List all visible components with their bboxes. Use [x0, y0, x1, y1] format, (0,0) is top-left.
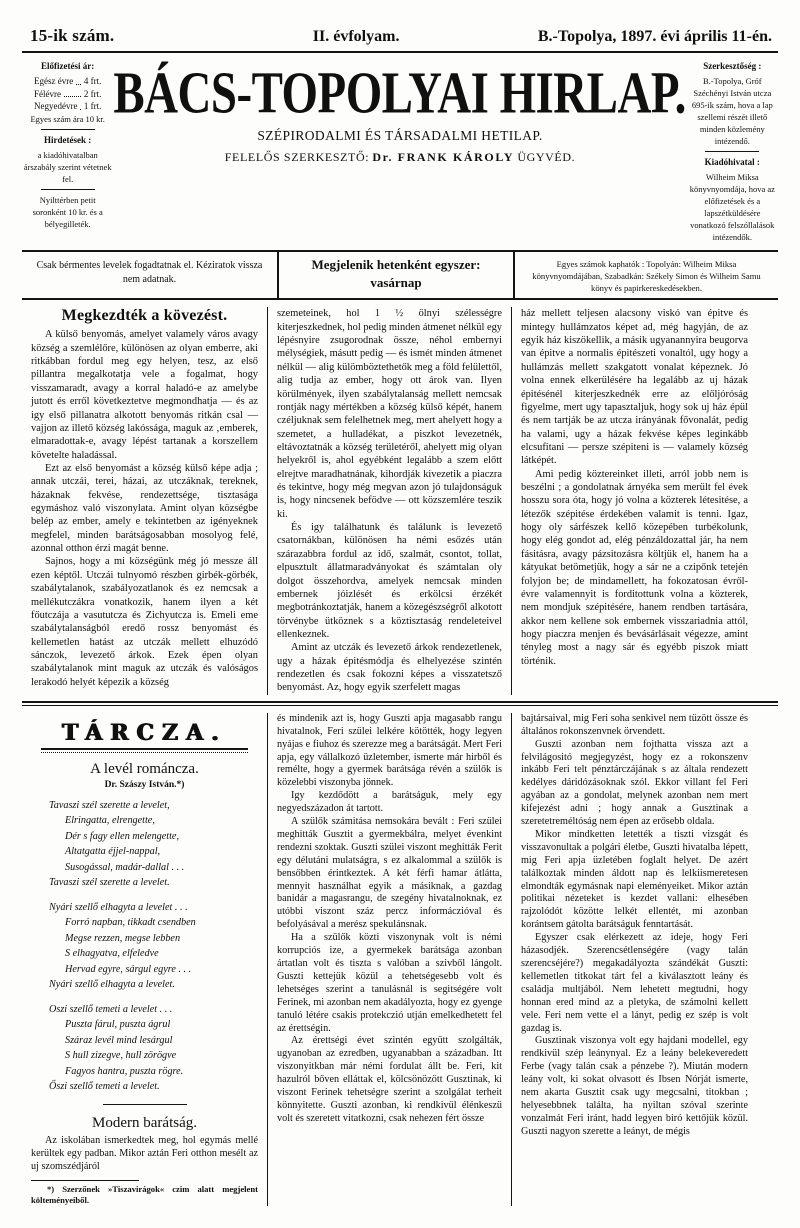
- poem-line: Tavaszi szél szerette a levelet,: [49, 799, 170, 811]
- poem-line: Oszi szellő temeti a levelet . . .: [49, 1003, 173, 1015]
- poem-stanza: [49, 1002, 258, 1095]
- poem-line: Nyári szellő elhagyta a levelet.: [49, 979, 175, 991]
- article-column-2: [267, 307, 512, 694]
- price-period: Egész évre: [34, 75, 74, 86]
- paper-subtitle: SZÉPIRODALMI ÉS TÁRSADALMI HETILAP.: [257, 128, 543, 143]
- poem-stanza: [49, 900, 258, 993]
- editorial-office-text: B.-Topolya, Gróf Széchényi István utcza 695-ik szám, hova a lap szellemi részét illető minden közlemény intézendő.: [691, 75, 773, 147]
- poem-line: Puszta fárul, puszta ágrul: [65, 1019, 171, 1031]
- poem-line: Fagyos hantra, puszta rögre.: [65, 1065, 184, 1077]
- feuilleton-column-1: [22, 713, 267, 1206]
- poem-line: Tavaszi szél szerette a levelet.: [49, 877, 170, 889]
- page-header-line: [22, 26, 778, 50]
- story-paragraph: bajtársaival, mig Feri soha senkivel nem tüzött össze és általános rokonszenvnek örvendett.: [521, 712, 748, 737]
- dot-leader: [76, 75, 81, 85]
- single-copy-price: Egyes szám ára 10 kr.: [30, 114, 105, 125]
- story-paragraph: Egyszer csak elérkezett az ideje, hogy Feri házasodjék. Szerencsétlenségére (vagy talán szerencséjére?) megakadályozta szándékát Guszti: kellemetlen titkokat tárt fel a kiválasztott leány és családja multjából. Nem lehetett megtudni, hogy honnan ered mind az a pletyka, de számolni kellett vele. Feri nem vette el a lányt, pedig ez szép is volt gazdag is.: [521, 932, 748, 1034]
- editor-label: FELELŐS SZERKESZTŐ:: [224, 150, 370, 164]
- story-paragraph: Az iskolában ismerkedtek meg, hol egymás mellé kerültek egy padban. Mikor aztán Feri otthon mesélt az uj szomszédjáról: [31, 1134, 258, 1172]
- poem-line: Susogással, madár-dallal . . .: [65, 861, 185, 873]
- poem-line: Hervad egyre, sárgul egyre . . .: [65, 963, 192, 975]
- editorial-office-heading: Szerkesztőség :: [703, 61, 762, 71]
- article-paragraph: Ezt az első benyomást a község külső képe adja ; annak utczái, terei, házai, az utczáknak, tereknek, házaknak fekvése, rendezettsége, tisztasága egymáshoz való viszonylata. Amint olyan községbe belép az ember, amely e tekintetben az igényeknek megfelel, minden barátságosabban mosolyog felé, azonnal otthon érzi magát benne.: [31, 462, 258, 555]
- article-paragraph: szemeteinek, hol 1 ½ ölnyi szélességre kiterjeszkednek, hol pedig minden átmenet nélkül egy lépésnyire zsugorodnak össze, néhol embernyi mélységiek, másutt pedig — és ismét minden átmenet nélkül — alig külömböztethetők meg a föld felülettől, alig tudja az ember, hogy ott árok van. Ilyen körülmények, ilyen szabálytalanság mellett nemcsak rontják nagy mértékben a község külső képét, hanem czéljuknak sem felelhetnek meg, mert ahelyett hogy a szemetet, a hulladékat, a piszkot levezetnék, eltávoztatnák a község területéről, ahelyett mig olyan helyekről is, ahol egyébként legalább a szem előtt elrejtve maradhatnának, kihordják kivezetik a piaczra és tekintve, hogy még megvan azon jó tulajdonságuk is, hogy nincsenek befödve — ott közszemlére teszik ki.: [277, 308, 502, 520]
- masthead-center: [113, 58, 686, 165]
- poem-body: [31, 798, 258, 1095]
- place-and-date: B.-Topolya, 1897. évi április 11-én.: [537, 28, 772, 45]
- story-title: Modern barátság.: [92, 1114, 197, 1131]
- ads-text: a kiadóhivatalban árszabály szerint vétetnek fel.: [23, 149, 112, 185]
- article-paragraph: ház mellett teljesen alacsony viskó van épitve és mintegy hullámzatos képet ad, még hagyján, de az egyik ház kiszökellik, a másik ugyanannyira beugorva van épitve a normalis épitészeti vonaltól, ugy hogy a hullámzás mellett szakgatott vonalat képeznek. Jó volna ennek elkerülésére ha legalább az uj házak épitésénél kiterjeszkednék erre az előljóróság figyelme, mert ugy tapasztaljuk, hogy sok uj ház épül és nem tartják be az utcza irányának fővonalát, pedig ha valami, ugy a házak fekvése képes leginkább elcsufitani — persze szépiteni is — valamely község látképét.: [521, 308, 748, 467]
- poem-line: Altatgatta éjjel-nappal,: [65, 846, 161, 858]
- section-divider: [22, 701, 778, 706]
- editor-name: Dr. FRANK KÁROLY: [372, 150, 515, 164]
- poem-footnote: *) Szerzőnek »Tiszavirágok« czim alatt megjelent költeményeiből.: [31, 1183, 258, 1205]
- poem-line: Megse rezzen, megse lebben: [65, 932, 181, 944]
- poem-title: A levél románcza.: [90, 760, 199, 777]
- poem-line: S hull zizegve, hull zörögve: [65, 1050, 177, 1062]
- story-paragraph: Ha a szülők közti viszonynak volt is némi korrupciós ize, a gyermekek barátsága azonban ártatlan volt és tiszta s valóban a szivből lángolt. Guszti kettejük közül a tehetségesebb volt és lehetséges szerint a tanulásnál is segitségére volt Ferinek, mi azonban nem akadályozta, hogy ez gyenge tanuló létére csakis protekczió utján emelkedhetett fel az érettségin.: [277, 932, 502, 1034]
- article-title: Megkezdték a kövezést.: [61, 307, 228, 325]
- feuilleton-section: [22, 713, 778, 1206]
- issue-number: 15-ik szám.: [30, 26, 115, 45]
- article-paragraph: Sajnos, hogy a mi községünk még jó messze áll ezen képtől. Utczái tulnyomó részben girbék-görbék, szabálytalanok, szabályozatlanok és ez nemcsak a mellékutczákra vonatkozik, hanem ilyen a két főutczája a vasututcza és Zichyutcza is. Emeli eme szabálytalanságból eredő rossz benyomást és kellemetlen hatást az utczák mellett elhuzódó sánczok, levezető árkok. Ezek épen olyan szabálytalanok mint maguk az utczák és valóságos lerakodó helyét képezik a község: [31, 556, 258, 688]
- article-paragraph: A külső benyomás, amelyet valamely város avagy község a szemlélőre, különösen az olyan emberre, aki ritkábban fordul meg egy helyen, tesz, az első pillantra megalkotatja vele a fogalmat, hogy visszamaradt, avagy a korral haladó-e az amelybe jutott és erről következtetve megmondhatja — és az igy első pillanatra alkotott benyomás ritkán csal — vajjon az illető község lakóssága, maguk az ‚emberek, elmaradottak-e, avagy lépést tartanak a korszellem követelte haladással.: [31, 329, 258, 461]
- main-article: [22, 307, 778, 694]
- publisher-text: Wilheim Miksa könyvnyomdája, hova az előfizetések és a lapszétküldésére vonatkozó felszóllalások intézendők.: [689, 171, 775, 243]
- price-period: Negyedévre: [34, 101, 78, 112]
- footnote-rule: [31, 1180, 139, 1181]
- price-amount: 1 frt.: [83, 101, 102, 112]
- volume-label: II. évfolyam.: [312, 28, 400, 45]
- feuilleton-header-rule: [41, 748, 248, 753]
- poem-line: Dér s fagy ellen melengette,: [65, 830, 180, 842]
- masthead-banner: [22, 250, 778, 300]
- banner-sales-points: Egyes számok kaphatók : Topolyán: Wilheim Miksa könyvnyomdájában, Szabadkán: Székely Simon és Wilheim Samu könyv és papirkereskedésekben.: [532, 259, 761, 294]
- price-amount: 2 frt.: [83, 88, 102, 99]
- story-paragraph: és mindenik azt is, hogy Guszti apja magasabb rangu hivatalnok, Feri szülei lelkére kötötték, hogy legyen nyájas e fiuhoz és szerezze meg a barátságát. Mert Feri apja, egy vállalkozó üzletember, ismerte már hirből és remélte, hogy a gyermek barátsága révén a szülők is közelebbi viszonyba jönnek.: [277, 712, 502, 789]
- story-paragraph: Guszti azonban nem fojthatta vissza azt a felvilágositó megjegyzést, hogy ez a rokonszenv inkább Feri telt pénztárczájának s az általa rendezett kedélyes dáridózásoknak szól. Ekkor villant fel Feri agyában az a gondolat, melynek azonban nem mert kifejezést adni ; hogy annak a Gusztinak a szeretetreméltóság nem épen az erősebb oldala.: [521, 738, 748, 828]
- poem-line: Száraz levél mind lesárgul: [65, 1034, 173, 1046]
- subscription-heading: Előfizetési ár:: [41, 61, 95, 71]
- story-paragraph: Igy kezdődött a barátságuk, mely egy negyedszázadon át tartott.: [277, 790, 502, 815]
- open-letters-text: Nyilttérben petit soronként 10 kr. és a bélyegilleték.: [32, 195, 103, 230]
- poem-line: Nyári szellő elhagyta a levelet . . .: [49, 901, 188, 913]
- editor-suffix: ÜGYVÉD.: [517, 150, 576, 164]
- story-paragraph: Az érettségi évet szintén együtt szolgálták, ugyanoban az ezredben, ugyanabban a században. Itt viszonyitkban már némi fordulat állt be. Feri, kit hazulról bőven elláttak el, kölcsönözött Gusztinak, ki viszont Ferinek tehetségre szerint a szolgálat terheit könnyitette. Guszti azonban, ki rendkivül élénkeszü volt és szeretett vitatkozni, csak nehezen fért össze: [277, 1035, 502, 1124]
- article-paragraph: Amint az utczák és levezető árkok rendezetlenek, ugy a házak épitésmódja és elhelyezése szintén rendezetlen és csak fokozni képes a visszatetsző benyomást. Az, hogy egyik szerfelett magas: [277, 642, 502, 694]
- dot-leader: [64, 88, 81, 98]
- feuilleton-header: TÁRCZA.: [62, 719, 227, 746]
- masthead-separator: [705, 151, 759, 152]
- ads-heading: Hirdetések :: [44, 135, 92, 146]
- banner-left-notice: Csak bérmentes levelek fogadtatnak el. Kéziratok vissza nem adatnak.: [22, 252, 279, 298]
- masthead-separator: [41, 129, 95, 130]
- story-top-rule: [103, 1104, 187, 1105]
- feuilleton-column-3: [512, 713, 757, 1206]
- poem-author: Dr. Szászy István.*): [104, 779, 185, 790]
- price-row: [22, 88, 113, 101]
- frequency-line-2: vasárnap: [370, 274, 422, 290]
- frequency-line-1: Megjelenik hetenként egyszer:: [311, 257, 481, 273]
- masthead-right-info: [687, 58, 778, 243]
- poem-line: S elhagyatva, elfeledve: [65, 948, 159, 960]
- article-paragraph: És igy találhatunk és találunk is levezető csatornákban, különösen ha némi esőzés után szárazabbra fordul az idő, szalmát, csontot, tollat, elpusztult állatmaradványokat és számtalan oly dolgot összehordva, amelyek nemcsak minden embernek jóizlését és erkölcsi érzékét megbotránkoztatják, hanem a közegészségről alkotott törvénybe ütköznek s a köztisztaság rendeleteivel ellenkeznek.: [277, 522, 502, 640]
- story-paragraph: Gusztinak viszonya volt egy hajdani modellel, egy rendkivül szép leánynyal. Ez a leány belekeveredett Ferbe (vagy talán csak a pénzebe ?). Miután modern leány volt, ki sokat olvasott és Ibsen Nórját ismerte, nem akarta Gusztit csak ugy megcsalni, titokban ; helyesebbnek találta, ha nyiltan szóval szerinte vonzalmát Feri iránt, hadd legyen biró kettőjük közül. Guszti nagyon szerette a leányt, de mégis: [521, 1035, 748, 1137]
- publisher-heading: Kiadóhivatal :: [704, 157, 760, 168]
- paper-title: BÁCS-TOPOLYAI HIRLAP.: [113, 60, 687, 126]
- poem-line: Forró napban, tikkadt csendben: [65, 917, 196, 929]
- feuilleton-column-2: [267, 713, 512, 1206]
- poem-line: Elringatta, elrengette,: [65, 815, 155, 827]
- price-row: [22, 75, 113, 88]
- banner-frequency: [279, 252, 515, 298]
- price-amount: 4 frt.: [83, 75, 102, 86]
- price-period: Félévre: [34, 88, 61, 99]
- editor-line: [119, 150, 680, 165]
- price-row: [22, 100, 113, 113]
- article-column-1: [22, 307, 267, 694]
- poem-stanza: [49, 798, 258, 891]
- article-column-3: [512, 307, 757, 694]
- article-paragraph: Ami pedig köztereinket illeti, arról jobb nem is beszélni ; a gondolatnak árnyéka sem merült fel évek hosszu sora óta, hogy jó volna a közterek létesitése, a létezők szépitése érdekében valamit is tenni. Igaz, hogy oly sárfészek kellő közepében turbékolunk, hogy elég gondot ad, elég pénzáldozattal jár, ha nem fásitásra, avagy pázsitozásra költjük el, hanem ha a kátyukat betömetjük, hogy a sár ne a czipőnk tetején folyjon be; de mindamellett, ha fokozatosan évről-évre valamennyit is forditottunk volna a közterek, nem mondjuk szépitésére, hanem rendben tartására, akkor nem kellene sok embernek visszariadnia attól, hogy piaczra menjen és bevásárlásait végezze, amint tényleg most a nagy sár és egyébb piszok miatt történik.: [521, 468, 748, 667]
- poem-line: Őszi szellő temeti a levelet.: [49, 1081, 160, 1093]
- masthead-separator: [41, 189, 95, 190]
- story-paragraph: Mikor mindketten letették a tiszti vizsgát és visszavonultak a polgári életbe, Guszti hivatalba lépett, mig Feri apja üzletében foglalt helyet. De azért találkoztak minden áldott nap és lelkiismeretesen elmondták egymásnak napi eleményeiket. Mikor aztán politikai nézeteket is kezdet vallani: elhesében rajzolódót közötte lelkét ellentét, mi azonban korántsem gátolta barátságuk fenntartását.: [521, 828, 748, 931]
- masthead-left-info: [22, 58, 113, 230]
- masthead: [22, 53, 778, 243]
- story-paragraph: A szülők számitása nemsokára bevált : Feri szülei meghitták Gusztit a gyermekbálra, melyet évenkint rendezni szoktak. Guszti szülei viszont meghitták Ferit egy délutáni mulatságra, s ez alkalommal a szülők is bensőbben érintkeztek. A két férfi hamar átlátta, mennyit használhat egyik a másiknak, a gazdag banidár a magasrangu, de szegény hivatalnoknak, ez utóbbi viszont száz percz informáczióval és befolyásával a merész spekulánsnak.: [277, 816, 502, 931]
